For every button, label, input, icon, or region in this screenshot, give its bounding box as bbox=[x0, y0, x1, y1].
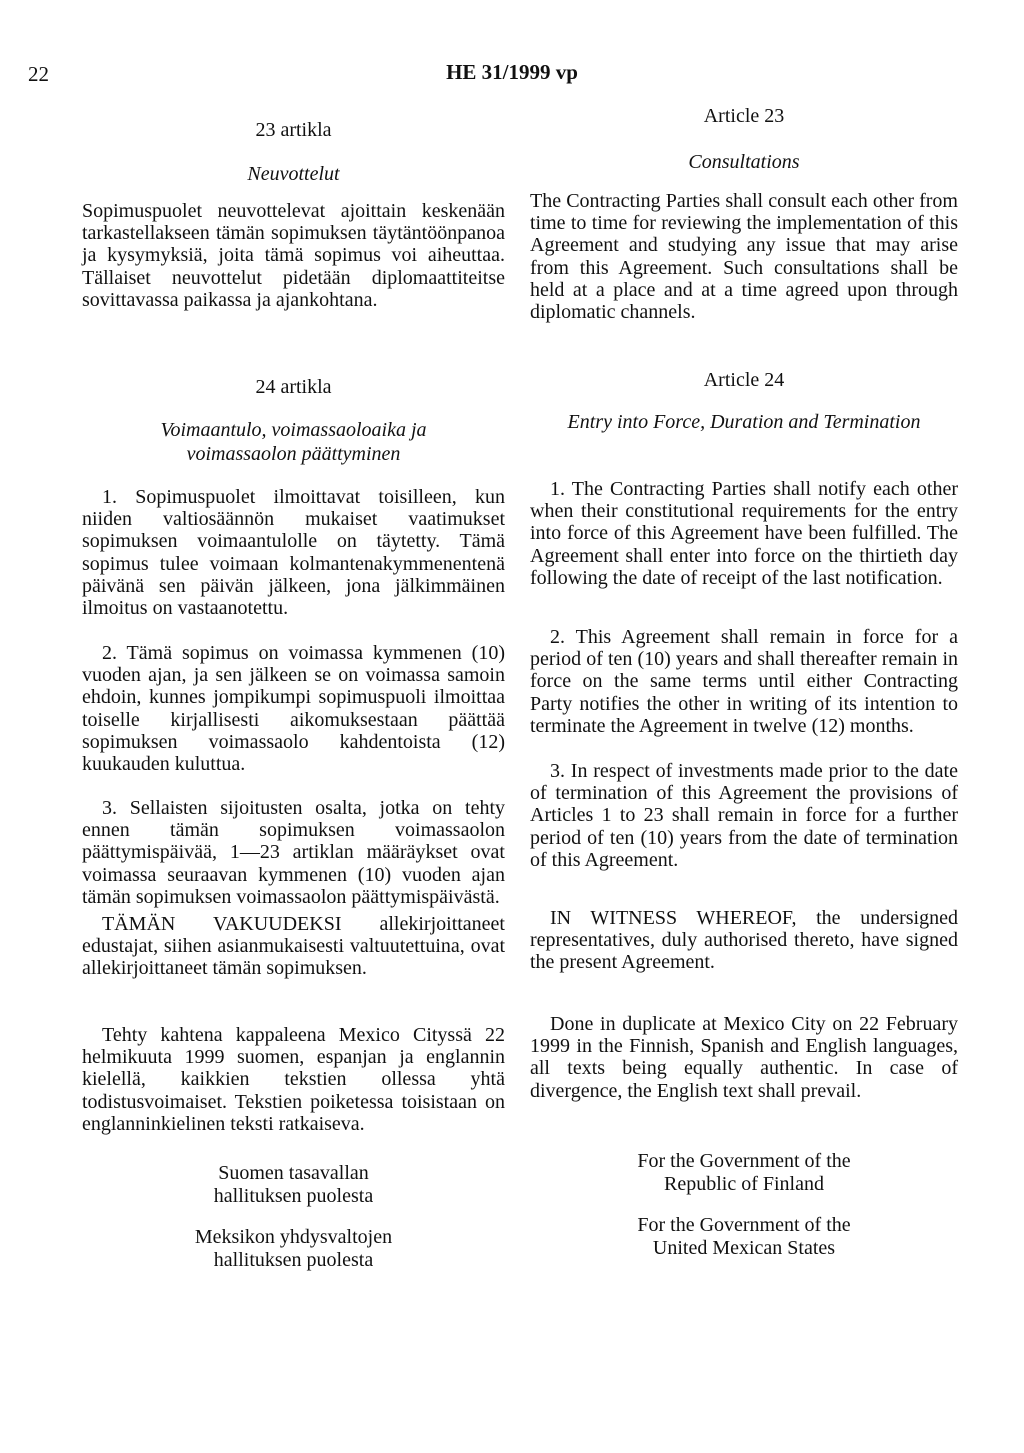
en-witness-clause: IN WITNESS WHEREOF, the undersigned representatives, duly authorised thereto, have signed the present Agreement. bbox=[530, 907, 958, 974]
en-article-23-subtitle: Consultations bbox=[688, 151, 800, 173]
running-head: HE 31/1999 vp bbox=[446, 60, 578, 84]
fi-article-24-title: 24 artikla bbox=[255, 376, 332, 398]
en-article-24-para-2: 2. This Agreement shall remain in force for a period of ten (10) years and shall thereafter remain in force on the same terms until either Contracting Party notifies the other in writing of its intention to terminate the Agreement in twelve (12) months. bbox=[530, 626, 958, 737]
fi-article-24-para-2: 2. Tämä sopimus on voimassa kymmenen (10) vuoden ajan, ja sen jälkeen se on voimassa samoin ehdoin, kunnes jompikumpi sopimuspuoli ilmoittaa toiselle kirjallisesti aikomuksestaan päättää sopimuksen voimassaolo kahdentoista (12) kuukauden kuluttua. bbox=[82, 642, 505, 776]
en-signature-finland bbox=[530, 1150, 958, 1196]
en-signature-mexico bbox=[530, 1214, 958, 1260]
fi-signature-mexico bbox=[82, 1226, 505, 1272]
fi-signature-finland-line-2: hallituksen puolesta bbox=[213, 1185, 374, 1207]
en-signature-finland-line-2: Republic of Finland bbox=[664, 1173, 824, 1195]
en-signature-finland-line-1: For the Government of the bbox=[637, 1150, 851, 1172]
fi-signature-mexico-line-1: Meksikon yhdysvaltojen bbox=[194, 1226, 393, 1248]
fi-done-clause: Tehty kahtena kappaleena Mexico Cityssä 22 helmikuuta 1999 suomen, espanjan ja englannin kielellä, kaikkien tekstien ollessa yhtä todistusvoimaiset. Tekstien poiketessa toisistaan on englanninkielinen teksti ratkaiseva. bbox=[82, 1024, 505, 1135]
en-signature-mexico-line-1: For the Government of the bbox=[637, 1214, 851, 1236]
fi-article-24-para-3: 3. Sellaisten sijoitusten osalta, jotka on tehty ennen tämän sopimuksen voimassaolon päättymispäivää, 1—23 artiklan määräykset ovat voimassa seuraavan kymmenen (10) vuoden ajan tämän sopimuksen voimassaolon päättymispäivästä. bbox=[82, 797, 505, 908]
fi-article-24-subtitle: Voimaantulo, voimassaoloaika ja voimassaolon päättyminen bbox=[160, 419, 427, 465]
en-article-24-para-1: 1. The Contracting Parties shall notify each other when their constitutional requirements for the entry into force of this Agreement have been fulfilled. The Agreement shall enter into force on the thirtieth day following the date of receipt of the last notification. bbox=[530, 478, 958, 589]
fi-article-24-para-1: 1. Sopimuspuolet ilmoittavat toisilleen, kun niiden valtiosäännön mukaiset vaatimukset sopimuksen voimaantulolle on täytetty. Tämä sopimus tulee voimaan kolmantenakymmenentenä päivänä sen päivän jälkeen, jona jälkimmäinen ilmoitus on vastaanotettu. bbox=[82, 486, 505, 620]
fi-signature-mexico-line-2: hallituksen puolesta bbox=[213, 1249, 374, 1271]
fi-article-23-title: 23 artikla bbox=[255, 119, 332, 141]
en-article-23-text: The Contracting Parties shall consult each other from time to time for reviewing the implementation of this Agreement and studying any issue that may arise from this Agreement. Such consultations shall be held at a place and at a time agreed upon through diplomatic channels. bbox=[530, 190, 958, 324]
fi-article-23-text: Sopimuspuolet neuvottelevat ajoittain keskenään tarkastellakseen tämän sopimuksen täytäntöönpanoa ja kysymyksiä, joita tämä sopimus voi aiheuttaa. Tällaiset neuvottelut pidetään diplomaattiteitse sovittavassa paikassa ja ajankohtana. bbox=[82, 200, 505, 311]
en-article-24-title: Article 24 bbox=[703, 369, 785, 391]
page-number: 22 bbox=[28, 62, 49, 86]
fi-signature-finland-line-1: Suomen tasavallan bbox=[218, 1162, 369, 1184]
en-done-clause: Done in duplicate at Mexico City on 22 February 1999 in the Finnish, Spanish and English languages, all texts being equally authentic. In case of divergence, the English text shall prevail. bbox=[530, 1013, 958, 1102]
fi-article-23-subtitle: Neuvottelut bbox=[247, 163, 340, 185]
en-article-24-subtitle: Entry into Force, Duration and Termination bbox=[567, 411, 921, 433]
en-article-24-para-3: 3. In respect of investments made prior to the date of termination of this Agreement the provisions of Articles 1 to 23 shall remain in force for a further period of ten (10) years from the date of termination of this Agreement. bbox=[530, 760, 958, 871]
fi-witness-clause: TÄMÄN VAKUUDEKSI allekirjoittaneet edustajat, siihen asianmukaisesti valtuutettuina, ovat allekirjoittaneet tämän sopimuksen. bbox=[82, 913, 505, 980]
en-signature-mexico-line-2: United Mexican States bbox=[652, 1237, 836, 1259]
fi-signature-finland bbox=[82, 1162, 505, 1208]
en-article-23-title: Article 23 bbox=[703, 105, 785, 127]
